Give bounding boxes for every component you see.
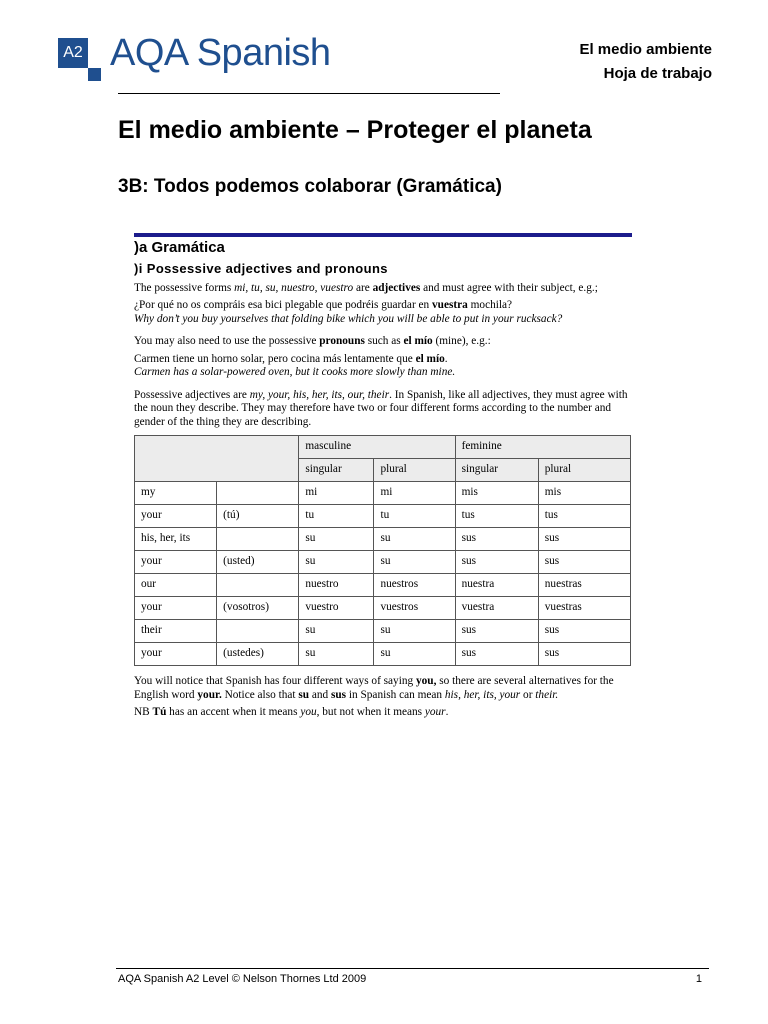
table-header-row: [135, 436, 631, 459]
cell-english: your: [135, 643, 217, 666]
cell-masc-plural: su: [374, 551, 455, 574]
adjectives-paragraph: [134, 389, 632, 430]
section-subheading: )i Possessive adjectives and pronouns: [134, 261, 388, 276]
page-number: 1: [695, 973, 702, 985]
cell-note: (usted): [217, 551, 299, 574]
cell-masc-singular: su: [299, 643, 374, 666]
header-rule: [118, 93, 500, 94]
english-possessives: my, your, his, her, its, our, their: [249, 388, 390, 401]
cell-fem-plural: sus: [538, 528, 630, 551]
table-row: [135, 574, 631, 597]
cell-masc-plural: mi: [374, 482, 455, 505]
cell-note: (vosotros): [217, 597, 299, 620]
cell-fem-singular: nuestra: [455, 574, 538, 597]
table-row: [135, 551, 631, 574]
cell-fem-plural: vuestras: [538, 597, 630, 620]
header-masculine: masculine: [299, 436, 455, 459]
keyword-pronouns: pronouns: [319, 335, 365, 347]
table-row: [135, 597, 631, 620]
text-run: (mine), e.g.:: [432, 335, 491, 347]
keyword-adjectives: adjectives: [372, 281, 421, 294]
header-feminine: feminine: [455, 436, 630, 459]
text-run: , but not when it means: [316, 706, 425, 718]
cell-masc-plural: vuestros: [374, 597, 455, 620]
header-fem-plural: plural: [538, 459, 630, 482]
text-run: mochila?: [467, 299, 513, 311]
text-run: has an accent when it means: [166, 706, 301, 718]
cell-fem-plural: sus: [538, 643, 630, 666]
text-run: You will notice that Spanish has four different ways of saying: [134, 675, 416, 687]
translation-text: Why don’t you buy yourselves that folding bike which you will be able to put in your rucksack?: [134, 312, 563, 325]
text-run: Carmen tiene un horno solar, pero cocina más lentamente que: [134, 352, 416, 365]
table-corner-cell: [135, 436, 299, 482]
highlight-word: vuestra: [432, 299, 468, 311]
cell-fem-singular: sus: [455, 551, 538, 574]
cell-masc-singular: su: [299, 551, 374, 574]
nb-note: [134, 706, 632, 720]
logo-accent-square: [88, 68, 101, 81]
cell-fem-singular: mis: [455, 482, 538, 505]
cell-english: your: [135, 597, 217, 620]
intro-paragraph: [134, 282, 632, 296]
text-run: are: [353, 281, 373, 294]
cell-masc-plural: tu: [374, 505, 455, 528]
cell-fem-plural: mis: [538, 482, 630, 505]
keyword-sus: sus: [330, 688, 347, 701]
text-run: in Spanish can mean: [346, 688, 445, 701]
text-run: Possessive adjectives are: [134, 388, 250, 401]
grammar-section: [134, 238, 632, 720]
cell-note: [217, 620, 299, 643]
cell-english: my: [135, 482, 217, 505]
cell-masc-plural: su: [374, 528, 455, 551]
cell-fem-singular: tus: [455, 505, 538, 528]
header-fem-singular: singular: [455, 459, 538, 482]
example-sentence: [134, 299, 632, 313]
cell-english: our: [135, 574, 217, 597]
cell-fem-singular: vuestra: [455, 597, 538, 620]
cell-fem-plural: nuestras: [538, 574, 630, 597]
table-row: [135, 620, 631, 643]
table-row: [135, 528, 631, 551]
cell-note: (ustedes): [217, 643, 299, 666]
possessive-table: [134, 435, 631, 666]
example-translation: [134, 313, 632, 327]
cell-masc-singular: mi: [299, 482, 374, 505]
text-run: and: [309, 688, 331, 701]
cell-fem-plural: sus: [538, 551, 630, 574]
cell-fem-singular: sus: [455, 620, 538, 643]
keyword-el-mio: el mío: [403, 335, 433, 347]
text-run: You may also need to use the possessive: [134, 335, 320, 347]
text-run: . In Spanish, like all adjectives, they must agree with the noun they describe. They may therefore have two or four different forms according to the number and gender of the thing they are describing.: [134, 388, 628, 428]
pronoun-paragraph: [134, 335, 632, 349]
text-run: and must agree with their subject, e.g.;: [420, 281, 598, 294]
keyword-su: su: [298, 688, 310, 701]
keyword-you: you,: [415, 675, 437, 687]
text-run: .: [445, 706, 449, 718]
cell-masc-plural: su: [374, 643, 455, 666]
keyword-tu: Tú: [152, 706, 167, 718]
text-run: The possessive forms: [134, 281, 235, 294]
logo-text: AQA Spanish: [110, 32, 331, 74]
footer-copyright: AQA Spanish A2 Level © Nelson Thornes Ltd 2009: [118, 973, 367, 985]
cell-english: your: [135, 551, 217, 574]
cell-masc-singular: nuestro: [299, 574, 374, 597]
cell-note: [217, 482, 299, 505]
page-subtitle: 3B: Todos podemos colaborar (Gramática): [118, 176, 502, 197]
cell-english: his, her, its: [135, 528, 217, 551]
english-your: your: [424, 706, 446, 718]
cell-english: their: [135, 620, 217, 643]
level-badge: [58, 38, 88, 68]
cell-fem-plural: tus: [538, 505, 630, 528]
example-sentence: [134, 353, 632, 367]
english-their: their.: [535, 688, 559, 701]
translation-text: Carmen has a solar-powered oven, but it cooks more slowly than mine.: [134, 366, 456, 378]
text-run: Notice also that: [221, 688, 299, 701]
footer-rule: [116, 968, 709, 969]
cell-masc-plural: nuestros: [374, 574, 455, 597]
keyword-your: your.: [197, 688, 222, 701]
header-masc-singular: singular: [299, 459, 374, 482]
header-masc-plural: plural: [374, 459, 455, 482]
cell-masc-singular: vuestro: [299, 597, 374, 620]
english-you: you: [300, 706, 317, 718]
header-titles: [579, 38, 712, 86]
cell-fem-singular: sus: [455, 643, 538, 666]
possessive-forms: mi, tu, su, nuestro, vuestro: [234, 281, 354, 294]
text-run: such as: [364, 335, 404, 347]
table-row: [135, 643, 631, 666]
cell-fem-singular: sus: [455, 528, 538, 551]
table-row: [135, 505, 631, 528]
text-run: ¿Por qué no os compráis esa bici plegable que podréis guardar en: [134, 299, 433, 311]
cell-masc-plural: su: [374, 620, 455, 643]
header-topic: El medio ambiente: [579, 41, 712, 58]
text-run: .: [444, 352, 448, 365]
cell-note: (tú): [217, 505, 299, 528]
notice-paragraph: [134, 675, 632, 702]
text-run: or: [520, 688, 536, 701]
example-translation: [134, 366, 632, 380]
header-worksheet: Hoja de trabajo: [603, 65, 712, 82]
cell-masc-singular: su: [299, 528, 374, 551]
cell-masc-singular: tu: [299, 505, 374, 528]
section-heading: )a Gramática: [134, 239, 225, 256]
cell-note: [217, 574, 299, 597]
text-run: NB: [134, 706, 153, 718]
section-rule: [134, 233, 632, 237]
cell-fem-plural: sus: [538, 620, 630, 643]
cell-note: [217, 528, 299, 551]
table-row: [135, 482, 631, 505]
level-badge-label: A2: [63, 44, 83, 61]
text-run: so there are several alternatives for the English word: [134, 675, 614, 701]
page-title: El medio ambiente – Proteger el planeta: [118, 116, 592, 144]
english-meanings: his, her, its, your: [444, 688, 521, 701]
cell-english: your: [135, 505, 217, 528]
highlight-word: el mío: [415, 352, 445, 365]
cell-masc-singular: su: [299, 620, 374, 643]
